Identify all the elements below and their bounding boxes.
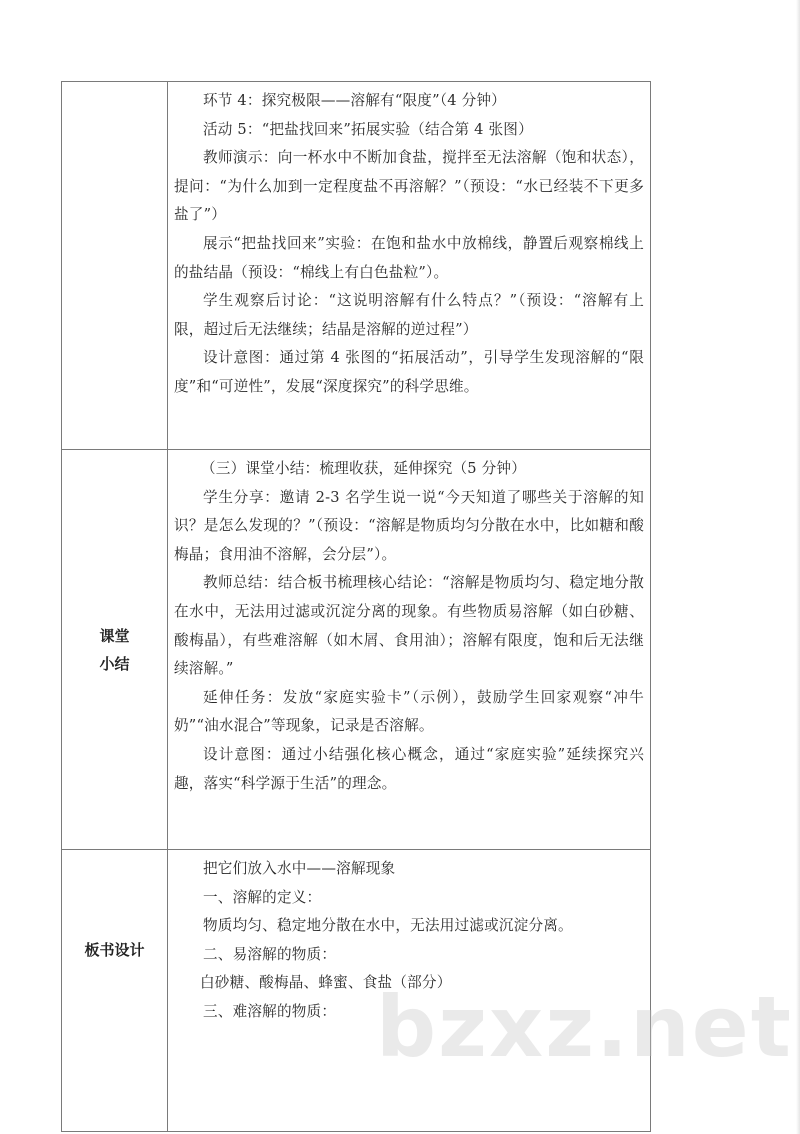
watermark: bzxz.net	[376, 978, 793, 1076]
row-label-empty	[62, 82, 168, 450]
discussion-paragraph: 学生观察后讨论：“这说明溶解有什么特点？”（预设：“溶解有上限，超过后无法继续；结晶是溶解的逆过程”）	[174, 292, 644, 338]
board-heading-soluble: 二、易溶解的物质：	[203, 945, 337, 963]
table-row-exploration	[62, 82, 651, 450]
row-label-line: 课堂	[99, 626, 130, 645]
row-label-board-design: 板书设计	[62, 850, 168, 1132]
experiment-paragraph: 展示“把盐找回来”实验：在饱和盐水中放棉线，静置后观察棉线上的盐结晶（预设：“棉线上有白色盐粒”）。	[174, 234, 644, 281]
page-edge-shadow	[796, 0, 800, 1134]
design-intent-paragraph: 设计意图：通过第 4 张图的“拓展活动”，引导学生发现溶解的“限度”和“可逆性”，发展“深度探究”的科学思维。	[174, 349, 644, 395]
teacher-summary-paragraph: 教师总结：结合板书梳理核心结论：“溶解是物质均匀、稳定地分散在水中，无法用过滤或沉淀分离的现象。有些物质易溶解（如白砂糖、酸梅晶），有些难溶解（如木屑、食用油）；溶解有限度，饱和后无法继续溶解。”	[174, 574, 644, 678]
table-row-summary	[62, 450, 651, 850]
board-definition-text: 物质均匀、稳定地分散在水中，无法用过滤或沉淀分离。	[203, 917, 573, 935]
row-content-summary	[168, 450, 651, 850]
section-heading: （三）课堂小结：梳理收获，延伸探究（5 分钟）	[201, 460, 526, 477]
table-row-board-design	[62, 850, 651, 1132]
board-heading-definition: 一、溶解的定义：	[203, 888, 322, 906]
design-intent-paragraph: 设计意图：通过小结强化核心概念，通过“家庭实验”延续探究兴趣，落实“科学源于生活”的理念。	[174, 745, 644, 792]
extension-task-paragraph: 延伸任务：发放“家庭实验卡”（示例），鼓励学生回家观察“冲牛奶”“油水混合”等现象，记录是否溶解。	[174, 688, 644, 735]
section-heading: 环节 4：探究极限——溶解有“限度”（4 分钟）	[203, 92, 506, 109]
teacher-demo-paragraph: 教师演示：向一杯水中不断加食盐，搅拌至无法溶解（饱和状态），提问：“为什么加到一定程度盐不再溶解？”（预设：“水已经装不下更多盐了”）	[174, 149, 644, 224]
row-content-exploration	[168, 82, 651, 450]
row-label-summary	[62, 450, 168, 850]
row-content-board-design	[168, 850, 651, 1132]
lesson-plan-table	[61, 81, 651, 1132]
board-soluble-list: 白砂糖、酸梅晶、蜂蜜、食盐（部分）	[200, 974, 452, 992]
student-share-paragraph: 学生分享：邀请 2-3 名学生说一说“今天知道了哪些关于溶解的知识？是怎么发现的？”（预设：“溶解是物质均匀分散在水中，比如糖和酸梅晶；食用油不溶解，会分层”）。	[174, 488, 644, 563]
row-label-line: 小结	[99, 654, 130, 673]
board-title: 把它们放入水中——溶解现象	[203, 860, 396, 877]
activity-title: 活动 5：“把盐找回来”拓展实验（结合第 4 张图）	[203, 120, 533, 138]
board-heading-insoluble: 三、难溶解的物质：	[203, 1002, 337, 1020]
